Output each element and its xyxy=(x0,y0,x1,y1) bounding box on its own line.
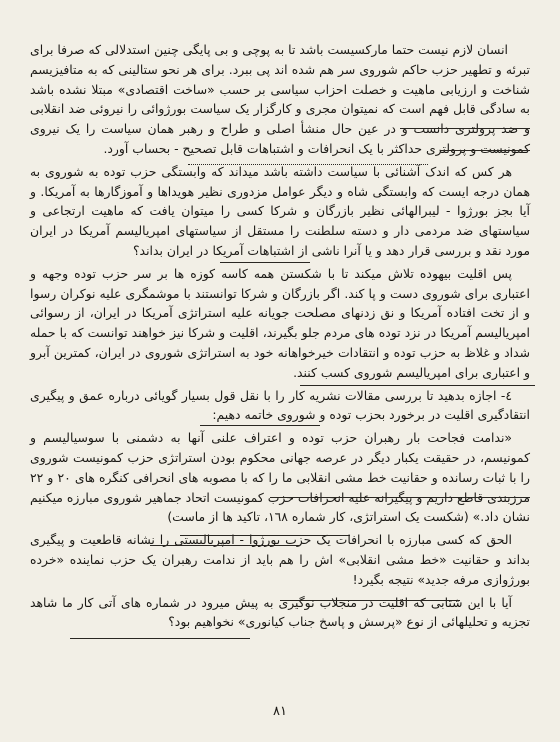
paragraph-6: الحق که کسی مبارزه با انحرافات یک حزب بورژوا - امپریالیستی را نشانه قاطعیت و پیگیری بداند و حقانیت «خط مشی انقلابی» اش را هم باید از ندامت رهبران یک حزب نماینده «خرده بورژوازی مرفه جدید» نتیجه بگیرد! xyxy=(30,532,530,587)
underline-mark xyxy=(180,535,350,536)
paragraph-4: ٤- اجازه بدهید تا بررسی مقالات نشریه کار را با نقل قول بسیار گویائی درباره عمق و پیگیری انتقادگیری اقلیت در برخورد بحزب توده و شوروی خاتمه دهیم: xyxy=(30,387,530,423)
underline-mark xyxy=(220,262,310,263)
underline-mark xyxy=(440,150,530,151)
paragraph-7: آیا با این شتابی که اقلیت در منجلاب نوگیری به پیش میرود در شماره های آتی کار ما شاهد تجزیه و تحلیلهائی از نوع «پرسش و پاسخ جناب کیانوری» نخواهیم بود؟ xyxy=(30,594,530,630)
page-number: ٨١ xyxy=(273,704,287,719)
underline-mark xyxy=(200,425,320,426)
underline-mark xyxy=(150,545,300,546)
underline-mark xyxy=(280,600,460,601)
underline-mark xyxy=(70,638,250,639)
paragraph-5-quote: «ندامت فجاحت بار رهبران حزب توده و اعتراف علنی آنها به دشمنی با سوسیالیسم و کمونیسم، در حقیقت یکبار دیگر در عرصه جهانی محکوم بودن استراتژی حزب کمونیست شوروی را با ثبات رسانده و حقانیت خط مشی انقلابی ما را که با مصوبه های انحرافی کنگره های ٢٠ و ٢٢ مرزبندی قاطع داریم و پیگیرانه علیه انحرافات حزب کمونیست اتحاد جماهیر شوروی مبارزه میکنیم نشان داد.» (شکست یک استراتژی، کار شماره ١٦٨، تاکید ها از ماست) xyxy=(30,430,530,525)
underline-mark xyxy=(270,497,530,498)
paragraph-1: انسان لازم نیست حتما مارکسیست باشد تا به پوچی و بی پایگی چنین استدلالی که صرفا برای تبرئه و تطهیر حزب حاکم شوروی سر هم شده اند پی ببرد. برای هر نحو ستالینی که به متافیزیسم شناخت و ارزیابی ماهیت و خصلت احزاب سیاسی بر حسب «ساخت اقتصادی» مبتلا نشده باشد به سادگی قابل فهم است که نمیتوان مجری و کارگزار یک سیاست بورژوائی را نیروئی ضد انقلابی و ضد پرولتری دانست و در عین حال منشأ اصلی و طراح و رهبر همان سیاست را یک نیروی کمونیست و پرولتری حداکثر با یک انحرافات و اشتباهات قابل تصحیح - بحساب آورد. xyxy=(30,42,530,156)
paragraph-2: هر کس که اندک آشنائی با سیاست داشته باشد میداند که وابستگی حزب توده به شوروی به همان درجه ایست که وابستگی شاه و دیگر عوامل مزدوری نظیر هویداها و آموزگارها به آمریکا. و آیا بجز بورژوا - لیبرالهائی نظیر بازرگان و شرکا کسی را میتوان یافت که ماهیت ارتجاعی و سیاستهای ضد مردمی دار و دسته سلطنت را مستقل از سیاستهای امپریالیسم آمریکا در ایران مورد نقد و بررسی قرار دهد و یا آنرا ناشی از اشتباهات آمریکا در ایران بداند؟ xyxy=(30,163,530,258)
underline-mark xyxy=(188,164,428,165)
underline-mark xyxy=(400,128,530,129)
underline-mark xyxy=(300,385,535,386)
paragraph-3: پس اقلیت بیهوده تلاش میکند تا با شکستن همه کاسه کوزه ها بر سر حزب توده وجهه و اعتباری برای شوروی دست و پا کند. اگر بازرگان و شرکا توانستند با موشمگری علیه نوکران رسوا و از تخت افتاده آمریکا و نق زدنهای مصلحت جویانه علیه استراتژی آمریکا در ایران، از رسوائی امپریالیسم آمریکا در نزد توده های مردم جلو بگیرند، اقلیت و شرکا نیز خواهند توانست که با حمله شداد و غلاظ به حزب توده و انتقادات خیرخواهانه خود به استراتژی شوروی در ایران، کمترین آبرو و اعتباری برای امپریالیسم شوروی کسب کنند. xyxy=(30,265,530,380)
